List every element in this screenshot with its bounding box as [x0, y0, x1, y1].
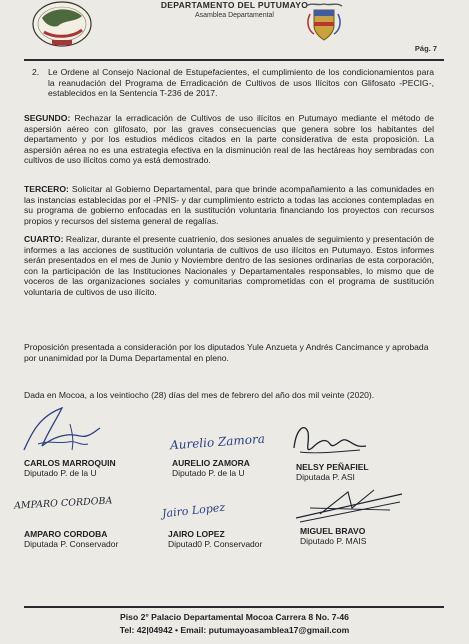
signatory-block-2	[172, 458, 250, 478]
signature-handwriting-4: AMPARO CORDOBA	[13, 495, 113, 512]
item-text: Le Ordene al Consejo Nacional de Estupefacientes, el cumplimiento de los condicionamientos para la reanudación del Programa de Erradicación de Cultivos de usos Ilícitos con Glifosato -PECIG-, establecidos en la Sentencia T-236 de 2017.	[48, 67, 434, 99]
signature-handwriting-2: Aurelio Zamora	[169, 431, 266, 453]
signatory-role: Diputad0 P. Conservador	[168, 539, 263, 549]
assembly-subtitle: Asamblea Departamental	[195, 12, 274, 19]
dated-line: Dada en Mocoa, a los veintiocho (28) días del mes de febrero del año dos mil veinte (2020).	[24, 390, 375, 400]
article-text: Solicitar al Gobierno Departamental, para que brinde acompañamiento a las comunidades en las instancias establecidas por el -PNIS- y dar cumplimiento estricto a todas las acciones contempladas en su programa de gobierno enfocadas en la sustitución voluntaria financiando los proyectos con recursos propios y recursos del sistema general de regalías.	[24, 184, 434, 226]
proposition-note: Proposición presentada a consideración por los diputados Yule Anzueta y Andrés Cancimance y aprobada por unanimidad por la Duma Departamental en pleno.	[24, 342, 429, 363]
article-tercero	[24, 184, 434, 226]
article-segundo	[24, 113, 434, 166]
article-cuarto	[24, 234, 434, 298]
signatory-block-5	[168, 529, 262, 549]
colombia-coat-of-arms-icon	[302, 0, 346, 44]
article-text: Realizar, durante el presente cuatrienio, dos sesiones anuales de seguimiento y presentación de informes a las acciones de sustitución voluntaria de cultivos de uso ilícitos en Putumayo. Estos informes serán presentados en el mes de Junio y Noviembre dentro de las sesiones ordinarias de esta corporación, con la participación de las Instituciones Nacionales y Departamentales responsables, lo mismo que de voceros de las organizaciones sociales y comunitarias comprometidas con el programa de sustitución voluntaria de cultivos de uso ilícito.	[24, 234, 435, 297]
footer-rule	[24, 606, 444, 608]
footer-contact: Tel: 42|04942 • Email: putumayoasamblea17@gmail.com	[119, 625, 350, 635]
signatory-role: Diputado P. MAIS	[300, 536, 367, 546]
resolution-item-2	[32, 67, 434, 99]
article-label: TERCERO:	[24, 184, 69, 194]
footer-address: Piso 2° Palacio Departamental Mocoa Carrera 8 No. 7-46	[120, 612, 349, 622]
page-number: Pág. 7	[414, 44, 437, 53]
article-text: Rechazar la erradicación de Cultivos de uso ilícitos en Putumayo mediante el método de aspersión aéreo con glifosato, por las graves consecuencias que genera sobre los habitantes del departamento y por los estudios médicos citados en la parte considerativa de esta proposición. La aspersión aérea no es una estrategia efectiva en la disminución real de las hectáreas hoy sembradas con cultivos de uso ilícitos como ya está demostrado.	[24, 113, 434, 166]
signatory-name: MIGUEL BRAVO	[300, 526, 366, 536]
signatory-role: Diputada P. ASI	[296, 472, 355, 482]
article-label: SEGUNDO:	[24, 113, 71, 123]
signatory-name: NELSY PEÑAFIEL	[296, 462, 369, 472]
header-rule	[24, 59, 444, 61]
article-label: CUARTO:	[24, 234, 64, 244]
signatory-role: Diputado P. de la U	[172, 468, 245, 478]
signatory-block-6	[300, 526, 366, 546]
signatory-block-4	[24, 529, 118, 549]
signatory-block-1	[24, 458, 116, 478]
signatory-name: JAIRO LOPEZ	[168, 529, 225, 539]
signatory-name: AURELIO ZAMORA	[172, 458, 250, 468]
signatory-block-3	[296, 462, 369, 482]
signatory-role: Diputado P. de la U	[24, 468, 97, 478]
department-title: DEPARTAMENTO DEL PUTUMAYO	[160, 0, 309, 10]
signature-scribble-3	[286, 418, 376, 464]
signatory-role: Diputada P. Conservador	[24, 539, 119, 549]
signatory-name: AMPARO CORDOBA	[24, 529, 108, 539]
signature-handwriting-5: Jairo Lopez	[161, 500, 226, 521]
item-number: 2.	[32, 67, 40, 77]
signatory-name: CARLOS MARROQUIN	[24, 458, 116, 468]
signature-scribble-6	[290, 484, 408, 528]
signature-scribble-1	[18, 402, 108, 458]
